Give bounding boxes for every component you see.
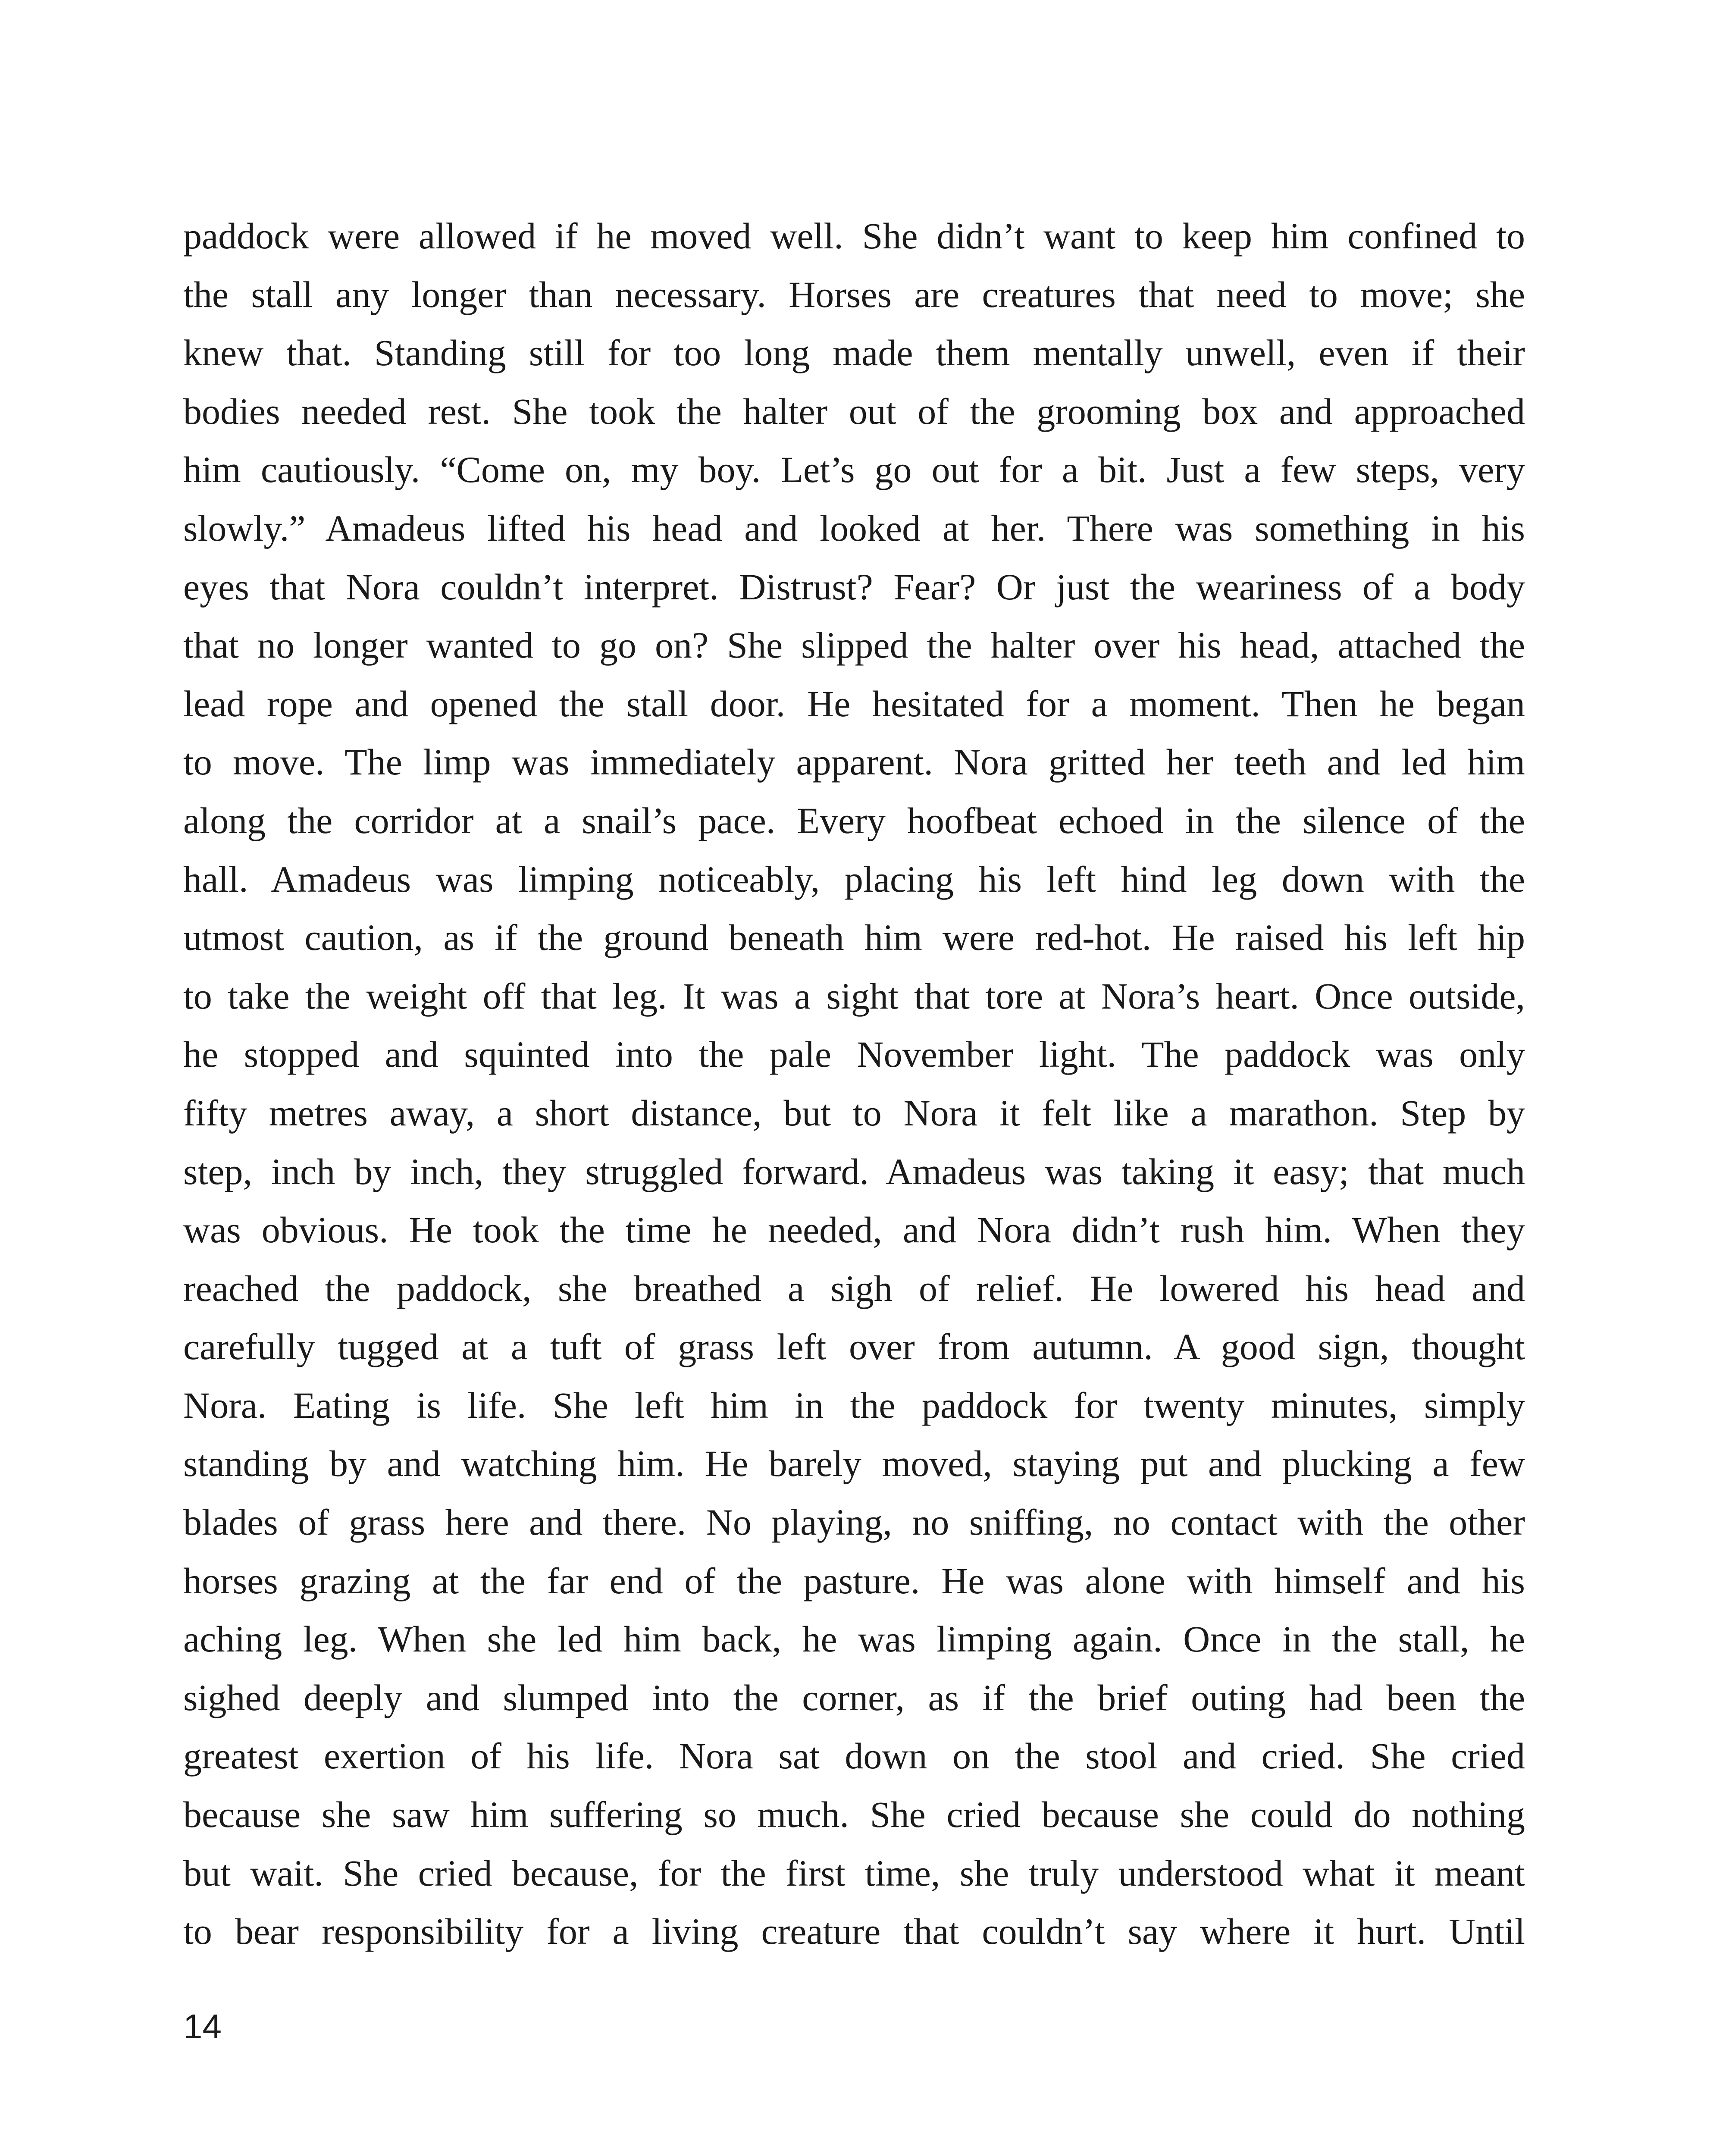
text-line: reached the paddock, she breathed a sigh of relief. He lowered his head and bbox=[183, 1267, 1525, 1309]
text-line: that no longer wanted to go on? She slipped the halter over his head, attached the bbox=[183, 624, 1525, 666]
text-line: he stopped and squinted into the pale November light. The paddock was only bbox=[183, 1034, 1525, 1075]
page-number: 14 bbox=[183, 2007, 222, 2046]
text-line: carefully tugged at a tuft of grass left over from autumn. A good sign, thought bbox=[183, 1326, 1525, 1368]
text-line: the stall any longer than necessary. Horses are creatures that need to move; she bbox=[183, 273, 1525, 315]
text-line: but wait. She cried because, for the first time, she truly understood what it meant bbox=[183, 1852, 1525, 1894]
text-line: horses grazing at the far end of the pasture. He was alone with himself and his bbox=[183, 1560, 1525, 1601]
text-line: was obvious. He took the time he needed, and Nora didn’t rush him. When they bbox=[183, 1209, 1525, 1251]
text-line: lead rope and opened the stall door. He hesitated for a moment. Then he began bbox=[183, 683, 1525, 724]
text-line: because she saw him suffering so much. She cried because she could do nothing bbox=[183, 1794, 1525, 1836]
text-line: sighed deeply and slumped into the corner, as if the brief outing had been the bbox=[183, 1677, 1525, 1718]
text-line: Nora. Eating is life. She left him in the paddock for twenty minutes, simply bbox=[183, 1384, 1525, 1426]
text-line: knew that. Standing still for too long made them mentally unwell, even if their bbox=[183, 332, 1525, 374]
body-text bbox=[183, 207, 1525, 1961]
text-line: utmost caution, as if the ground beneath him were red-hot. He raised his left hip bbox=[183, 917, 1525, 959]
text-line: aching leg. When she led him back, he was limping again. Once in the stall, he bbox=[183, 1618, 1525, 1660]
text-line: bodies needed rest. She took the halter out of the grooming box and approached bbox=[183, 390, 1525, 432]
text-line: hall. Amadeus was limping noticeably, placing his left hind leg down with the bbox=[183, 858, 1525, 900]
text-line: paddock were allowed if he moved well. She didn’t want to keep him confined to bbox=[183, 215, 1525, 257]
text-line: fifty metres away, a short distance, but to Nora it felt like a marathon. Step by bbox=[183, 1092, 1525, 1134]
text-line: blades of grass here and there. No playing, no sniffing, no contact with the other bbox=[183, 1501, 1525, 1543]
text-line: him cautiously. “Come on, my boy. Let’s go out for a bit. Just a few steps, very bbox=[183, 449, 1525, 491]
text-line: eyes that Nora couldn’t interpret. Distrust? Fear? Or just the weariness of a body bbox=[183, 566, 1525, 608]
text-line: greatest exertion of his life. Nora sat down on the stool and cried. She cried bbox=[183, 1735, 1525, 1777]
text-line: to take the weight off that leg. It was a sight that tore at Nora’s heart. Once outside, bbox=[183, 975, 1525, 1017]
text-line: standing by and watching him. He barely moved, staying put and plucking a few bbox=[183, 1443, 1525, 1485]
text-line: step, inch by inch, they struggled forward. Amadeus was taking it easy; that much bbox=[183, 1150, 1525, 1192]
text-line: to move. The limp was immediately apparent. Nora gritted her teeth and led him bbox=[183, 741, 1525, 783]
text-line: slowly.” Amadeus lifted his head and looked at her. There was something in his bbox=[183, 507, 1525, 549]
text-line: to bear responsibility for a living creature that couldn’t say where it hurt. Until bbox=[183, 1911, 1525, 1952]
text-line: along the corridor at a snail’s pace. Every hoofbeat echoed in the silence of the bbox=[183, 799, 1525, 841]
